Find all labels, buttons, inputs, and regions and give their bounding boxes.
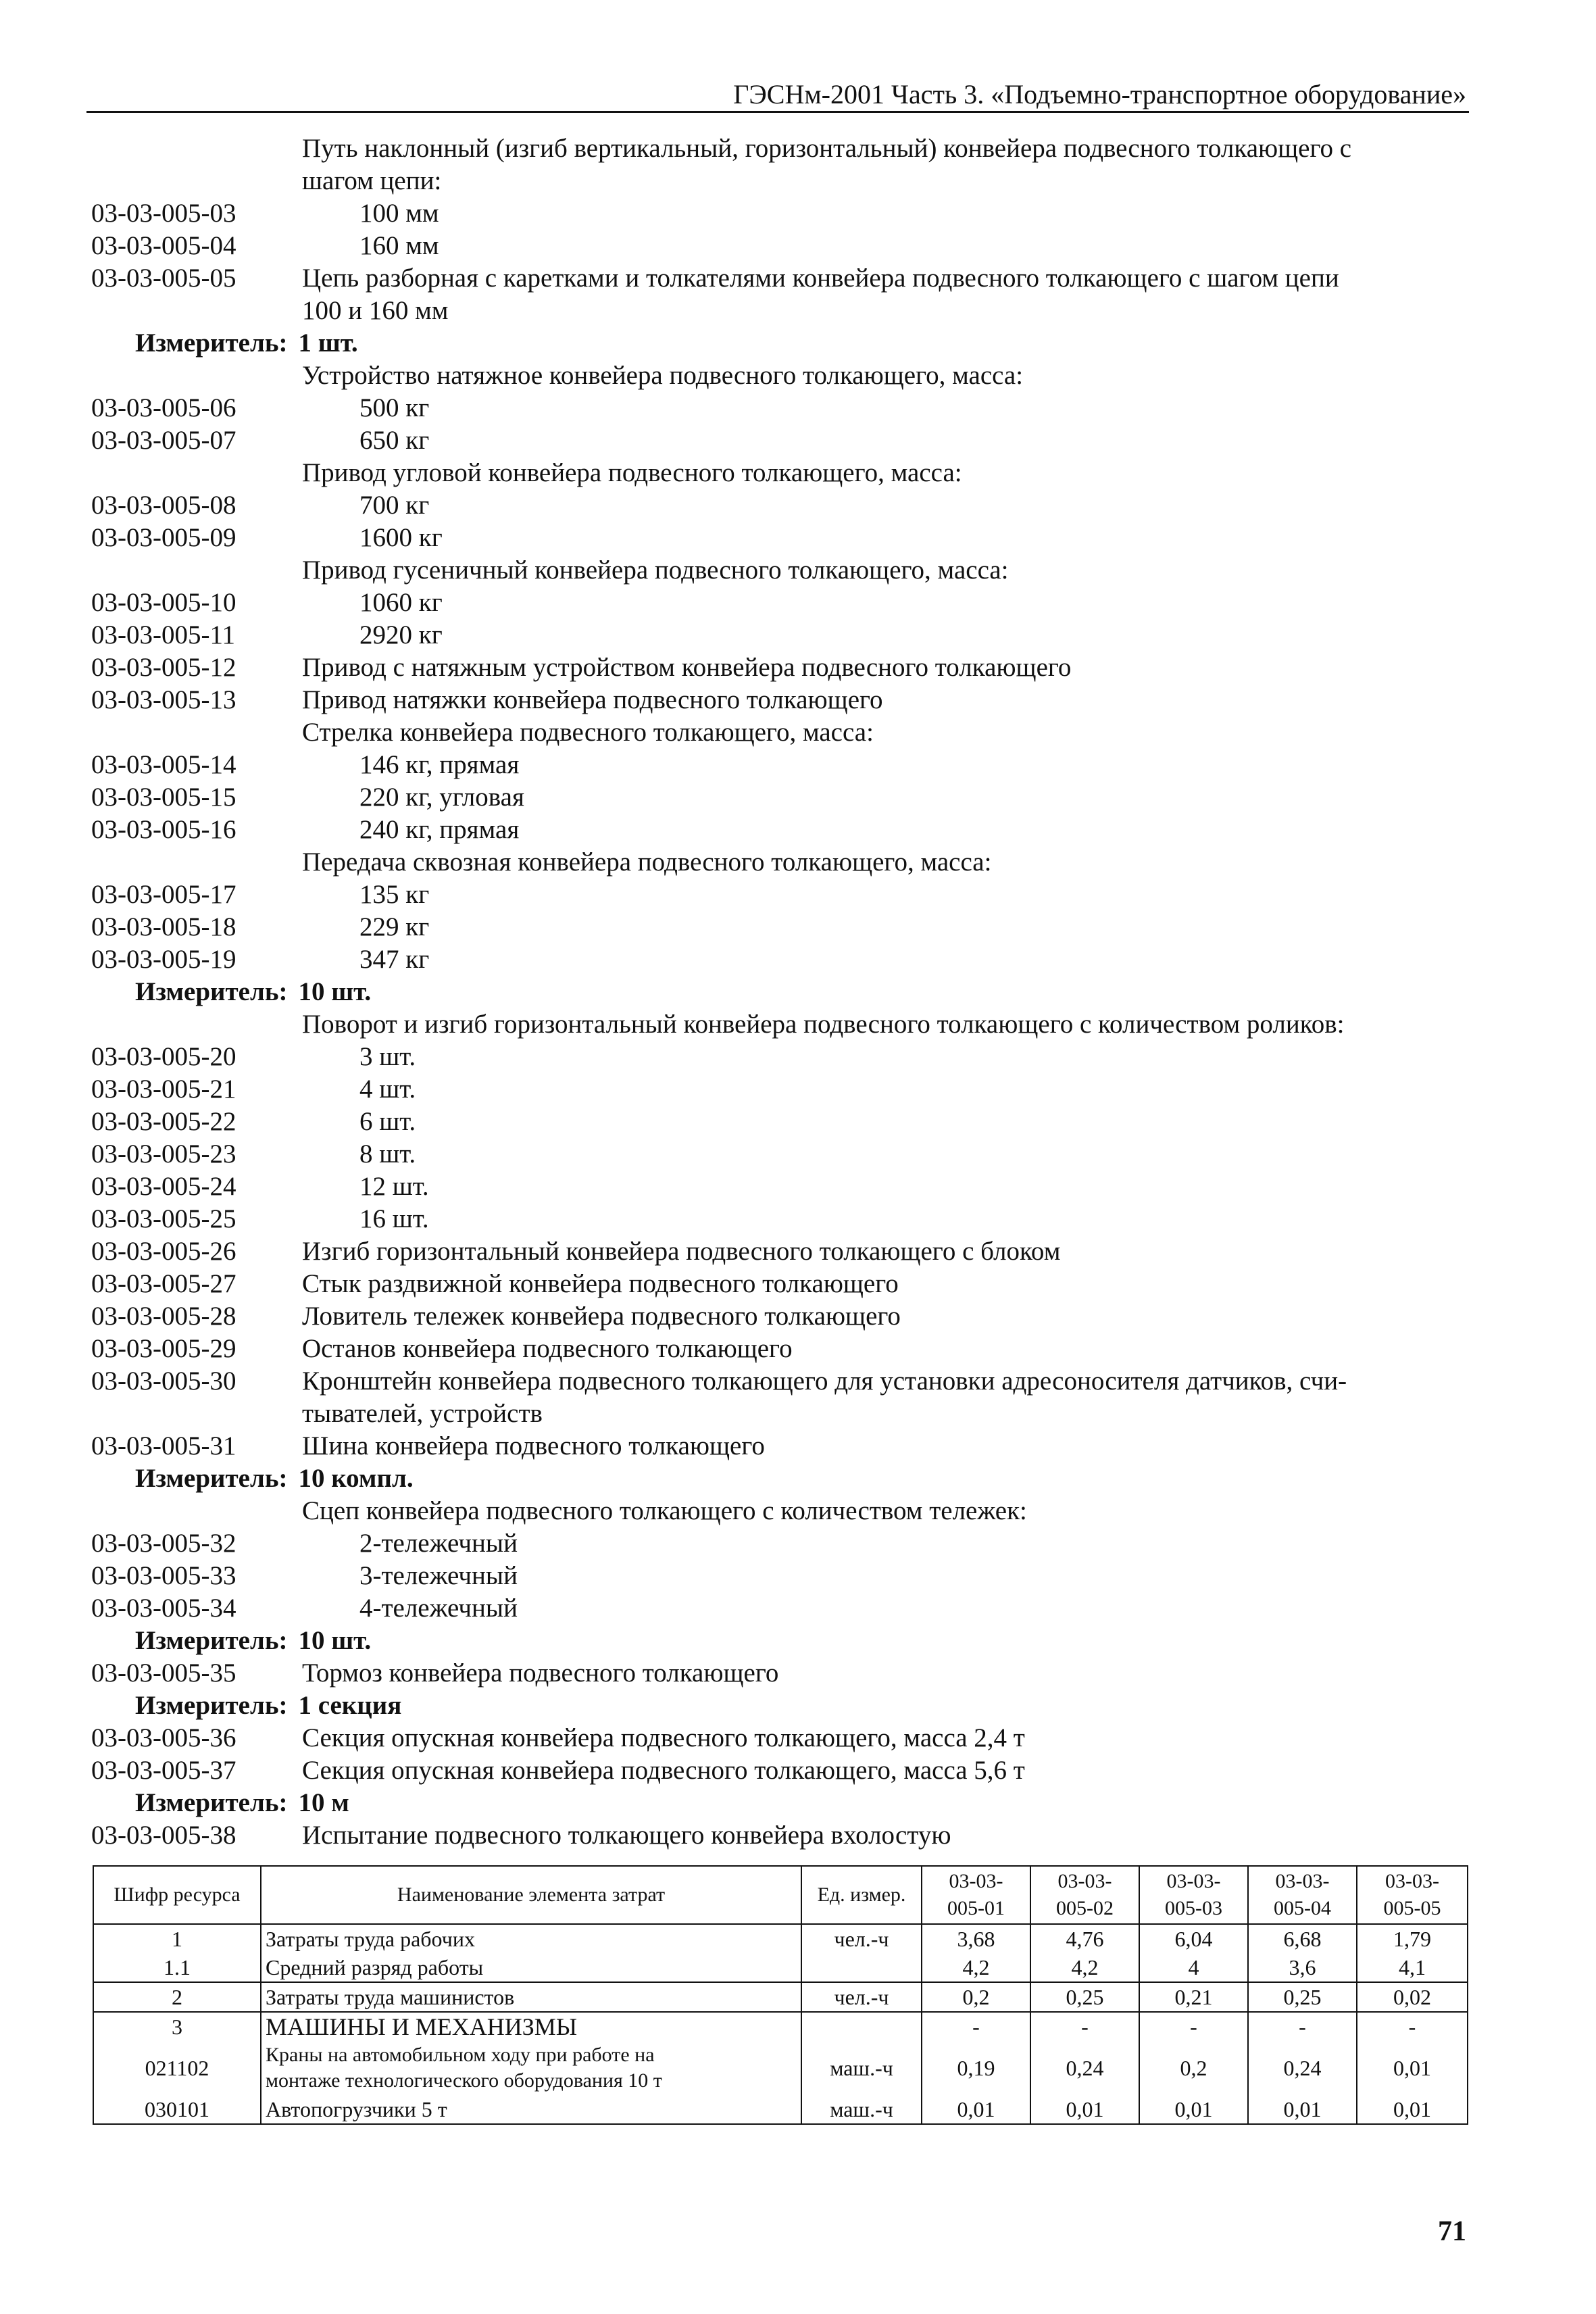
resource-code: 03-03-005-04 (91, 231, 236, 260)
header-col-4: 03-03- 005-04 (1248, 1866, 1357, 1924)
resource-code: 03-03-005-31 (91, 1431, 236, 1460)
heading-line (0, 165, 1596, 197)
resource-description: шагом цепи: (302, 166, 442, 195)
resource-code: 03-03-005-08 (91, 491, 236, 520)
measure-group (135, 1690, 401, 1722)
resource-description: Привод угловой конвейера подвесного толкающего, масса: (302, 458, 962, 487)
table-header-row (93, 1866, 1468, 1924)
resource-table (93, 1865, 1468, 2125)
header-unit: Ед. измер. (801, 1866, 922, 1924)
resource-line (0, 911, 1596, 943)
resource-code: 03-03-005-37 (91, 1756, 236, 1785)
measure-value: 1 шт. (298, 328, 358, 358)
resource-line (0, 1722, 1596, 1754)
resource-code: 03-03-005-28 (91, 1302, 236, 1331)
measure-label: Измеритель: (135, 1691, 288, 1720)
header-col-2: 03-03- 005-02 (1030, 1866, 1139, 1924)
resource-description: Привод натяжки конвейера подвесного толкающего (302, 685, 883, 714)
measure-value: 10 компл. (298, 1464, 414, 1493)
resource-code: 03-03-005-14 (91, 750, 236, 779)
resource-description: Цепь разборная с каретками и толкателями конвейера подвесного толкающего с шагом цепи (302, 264, 1339, 293)
resource-line (0, 684, 1596, 716)
resource-code: 03-03-005-35 (91, 1658, 236, 1688)
resource-description: 100 и 160 мм (302, 296, 449, 325)
resource-code: 03-03-005-30 (91, 1367, 236, 1396)
resource-description: 12 шт. (359, 1172, 429, 1201)
resource-line (0, 1592, 1596, 1625)
resource-line (0, 489, 1596, 522)
resource-line (0, 1171, 1596, 1203)
resource-line (0, 1041, 1596, 1073)
resource-description: 700 кг (359, 491, 430, 520)
table-row: 2 Затраты труда машинистов чел.-ч 0,2 0,25 0,21 0,25 0,02 (93, 1982, 1468, 2012)
resource-line (0, 814, 1596, 846)
resource-line (0, 522, 1596, 554)
resource-code: 03-03-005-12 (91, 653, 236, 682)
resource-code: 03-03-005-38 (91, 1821, 236, 1850)
resource-description: 146 кг, прямая (359, 750, 520, 779)
header-rule (86, 111, 1469, 113)
resource-description: 160 мм (359, 231, 439, 260)
heading-line (0, 846, 1596, 879)
header-code: Шифр ресурса (93, 1866, 261, 1924)
resource-description: Путь наклонный (изгиб вертикальный, горизонтальный) конвейера подвесного толкающего с (302, 134, 1352, 163)
resource-line (0, 262, 1596, 295)
resource-line (0, 230, 1596, 262)
measure-label: Измеритель: (135, 328, 288, 358)
resource-description: 8 шт. (359, 1139, 416, 1168)
resource-code: 03-03-005-18 (91, 912, 236, 941)
resource-code: 03-03-005-21 (91, 1075, 236, 1104)
resource-code: 03-03-005-03 (91, 199, 236, 228)
header-col-3: 03-03- 005-03 (1139, 1866, 1248, 1924)
table-row: 1.1 Средний разряд работы 4,2 4,2 4 3,6 4,1 (93, 1953, 1468, 1982)
resource-code: 03-03-005-22 (91, 1107, 236, 1136)
resource-description: 135 кг (359, 880, 430, 909)
resource-description: Стрелка конвейера подвесного толкающего, масса: (302, 718, 874, 747)
resource-line (0, 424, 1596, 457)
resource-description: Сцеп конвейера подвесного толкающего с количеством тележек: (302, 1496, 1027, 1525)
resource-description: Останов конвейера подвесного толкающего (302, 1334, 793, 1363)
resource-description: Изгиб горизонтальный конвейера подвесного толкающего с блоком (302, 1237, 1061, 1266)
resource-line (0, 749, 1596, 781)
resource-description: 4-тележечный (359, 1594, 518, 1623)
measure-value: 10 шт. (298, 977, 372, 1006)
measure-line (0, 1625, 1596, 1657)
resource-code: 03-03-005-15 (91, 783, 236, 812)
resource-description: 1600 кг (359, 523, 443, 552)
measure-label: Измеритель: (135, 1626, 288, 1655)
resource-description: Ловитель тележек конвейера подвесного толкающего (302, 1302, 901, 1331)
measure-line (0, 976, 1596, 1008)
resource-description: 4 шт. (359, 1075, 416, 1104)
resource-line (0, 1138, 1596, 1171)
resource-description: 3 шт. (359, 1042, 416, 1071)
resource-description: Стык раздвижной конвейера подвесного толкающего (302, 1269, 899, 1298)
resource-line (0, 1268, 1596, 1300)
measure-label: Измеритель: (135, 1464, 288, 1493)
resource-code: 03-03-005-32 (91, 1529, 236, 1558)
heading-line (0, 716, 1596, 749)
resource-code: 03-03-005-20 (91, 1042, 236, 1071)
resource-line (0, 1106, 1596, 1138)
resource-description: 6 шт. (359, 1107, 416, 1136)
resource-description: Привод гусеничный конвейера подвесного толкающего, масса: (302, 556, 1009, 585)
resource-description: 500 кг (359, 393, 430, 422)
resource-line (0, 392, 1596, 424)
resource-line (0, 1819, 1596, 1852)
resource-line (0, 879, 1596, 911)
header-col-1: 03-03- 005-01 (922, 1866, 1030, 1924)
measure-line (0, 327, 1596, 360)
resource-description: 347 кг (359, 945, 430, 974)
heading-line (0, 1398, 1596, 1430)
resource-description: Привод с натяжным устройством конвейера подвесного толкающего (302, 653, 1072, 682)
resource-code: 03-03-005-10 (91, 588, 236, 617)
resource-description: 1060 кг (359, 588, 443, 617)
resource-line (0, 587, 1596, 619)
resource-line (0, 943, 1596, 976)
header-col-5: 03-03- 005-05 (1357, 1866, 1468, 1924)
resource-code: 03-03-005-24 (91, 1172, 236, 1201)
resource-description: Поворот и изгиб горизонтальный конвейера подвесного толкающего с количеством роликов: (302, 1010, 1345, 1039)
resource-line (0, 1365, 1596, 1398)
resource-line (0, 1333, 1596, 1365)
measure-value: 10 м (298, 1788, 349, 1817)
resource-code: 03-03-005-25 (91, 1204, 236, 1233)
heading-line (0, 132, 1596, 165)
resource-line (0, 1754, 1596, 1787)
measure-line (0, 1462, 1596, 1495)
resource-description: 100 мм (359, 199, 439, 228)
resource-line (0, 1203, 1596, 1235)
resource-line (0, 1073, 1596, 1106)
running-header: ГЭСНм-2001 Часть 3. «Подъемно-транспортное оборудование» (733, 79, 1466, 109)
measure-group (135, 327, 358, 360)
resource-code: 03-03-005-33 (91, 1561, 236, 1590)
resource-description: Секция опускная конвейера подвесного толкающего, масса 2,4 т (302, 1723, 1025, 1752)
heading-line (0, 360, 1596, 392)
resource-description: 240 кг, прямая (359, 815, 520, 844)
resource-code: 03-03-005-26 (91, 1237, 236, 1266)
resource-line (0, 197, 1596, 230)
resource-code: 03-03-005-29 (91, 1334, 236, 1363)
table-row: 1 Затраты труда рабочих чел.-ч 3,68 4,76 6,04 6,68 1,79 (93, 1924, 1468, 1953)
heading-line (0, 457, 1596, 489)
resource-code: 03-03-005-19 (91, 945, 236, 974)
measure-value: 1 секция (298, 1691, 402, 1720)
resource-description: 650 кг (359, 426, 430, 455)
resource-description: Передача сквозная конвейера подвесного толкающего, масса: (302, 847, 992, 877)
resource-description: Секция опускная конвейера подвесного толкающего, масса 5,6 т (302, 1756, 1025, 1785)
resource-description: тывателей, устройств (302, 1399, 543, 1428)
resource-code: 03-03-005-27 (91, 1269, 236, 1298)
resource-line (0, 1430, 1596, 1462)
resource-description: Шина конвейера подвесного толкающего (302, 1431, 765, 1460)
resource-code: 03-03-005-36 (91, 1723, 236, 1752)
measure-group (135, 976, 371, 1008)
resource-code: 03-03-005-07 (91, 426, 236, 455)
resource-code: 03-03-005-09 (91, 523, 236, 552)
heading-line (0, 554, 1596, 587)
resource-description: 229 кг (359, 912, 430, 941)
resource-description: Кронштейн конвейера подвесного толкающего для установки адресоносителя датчиков, счи- (302, 1367, 1347, 1396)
resource-code: 03-03-005-11 (91, 620, 236, 649)
resource-line (0, 1300, 1596, 1333)
resource-code: 03-03-005-06 (91, 393, 236, 422)
resource-line (0, 1527, 1596, 1560)
resource-description: 16 шт. (359, 1204, 429, 1233)
measure-group (135, 1787, 349, 1819)
resource-code: 03-03-005-17 (91, 880, 236, 909)
measure-value: 10 шт. (298, 1626, 372, 1655)
heading-line (0, 295, 1596, 327)
resource-line (0, 781, 1596, 814)
table-row: 3 МАШИНЫ И МЕХАНИЗМЫ - - - - - (93, 2012, 1468, 2041)
table-row: 030101 Автопогрузчики 5 т маш.-ч 0,01 0,01 0,01 0,01 0,01 (93, 2095, 1468, 2124)
measure-line (0, 1787, 1596, 1819)
measure-group (135, 1462, 414, 1495)
resource-code: 03-03-005-05 (91, 264, 236, 293)
table-row: 021102 Краны на автомобильном ходу при работе на монтаже технологического оборудования 10 т маш.-ч 0,19 0,24 0,2 0,24 0,01 (93, 2041, 1468, 2095)
heading-line (0, 1008, 1596, 1041)
heading-line (0, 1495, 1596, 1527)
measure-label: Измеритель: (135, 977, 288, 1006)
measure-group (135, 1625, 371, 1657)
resource-line (0, 1657, 1596, 1690)
resource-description: 3-тележечный (359, 1561, 518, 1590)
page-number: 71 (1438, 2216, 1466, 2247)
resource-description: Устройство натяжное конвейера подвесного толкающего, масса: (302, 361, 1024, 390)
measure-label: Измеритель: (135, 1788, 288, 1817)
measure-line (0, 1690, 1596, 1722)
resource-line (0, 651, 1596, 684)
resource-line (0, 1560, 1596, 1592)
resource-description: 220 кг, угловая (359, 783, 524, 812)
resource-line (0, 1235, 1596, 1268)
resource-description: Тормоз конвейера подвесного толкающего (302, 1658, 779, 1688)
resource-line (0, 619, 1596, 651)
resource-description: Испытание подвесного толкающего конвейера вхолостую (302, 1821, 951, 1850)
resource-code: 03-03-005-34 (91, 1594, 236, 1623)
resource-description: 2920 кг (359, 620, 443, 649)
resource-code: 03-03-005-13 (91, 685, 236, 714)
header-name: Наименование элемента затрат (261, 1866, 801, 1924)
resource-code: 03-03-005-23 (91, 1139, 236, 1168)
resource-description: 2-тележечный (359, 1529, 518, 1558)
resource-code: 03-03-005-16 (91, 815, 236, 844)
